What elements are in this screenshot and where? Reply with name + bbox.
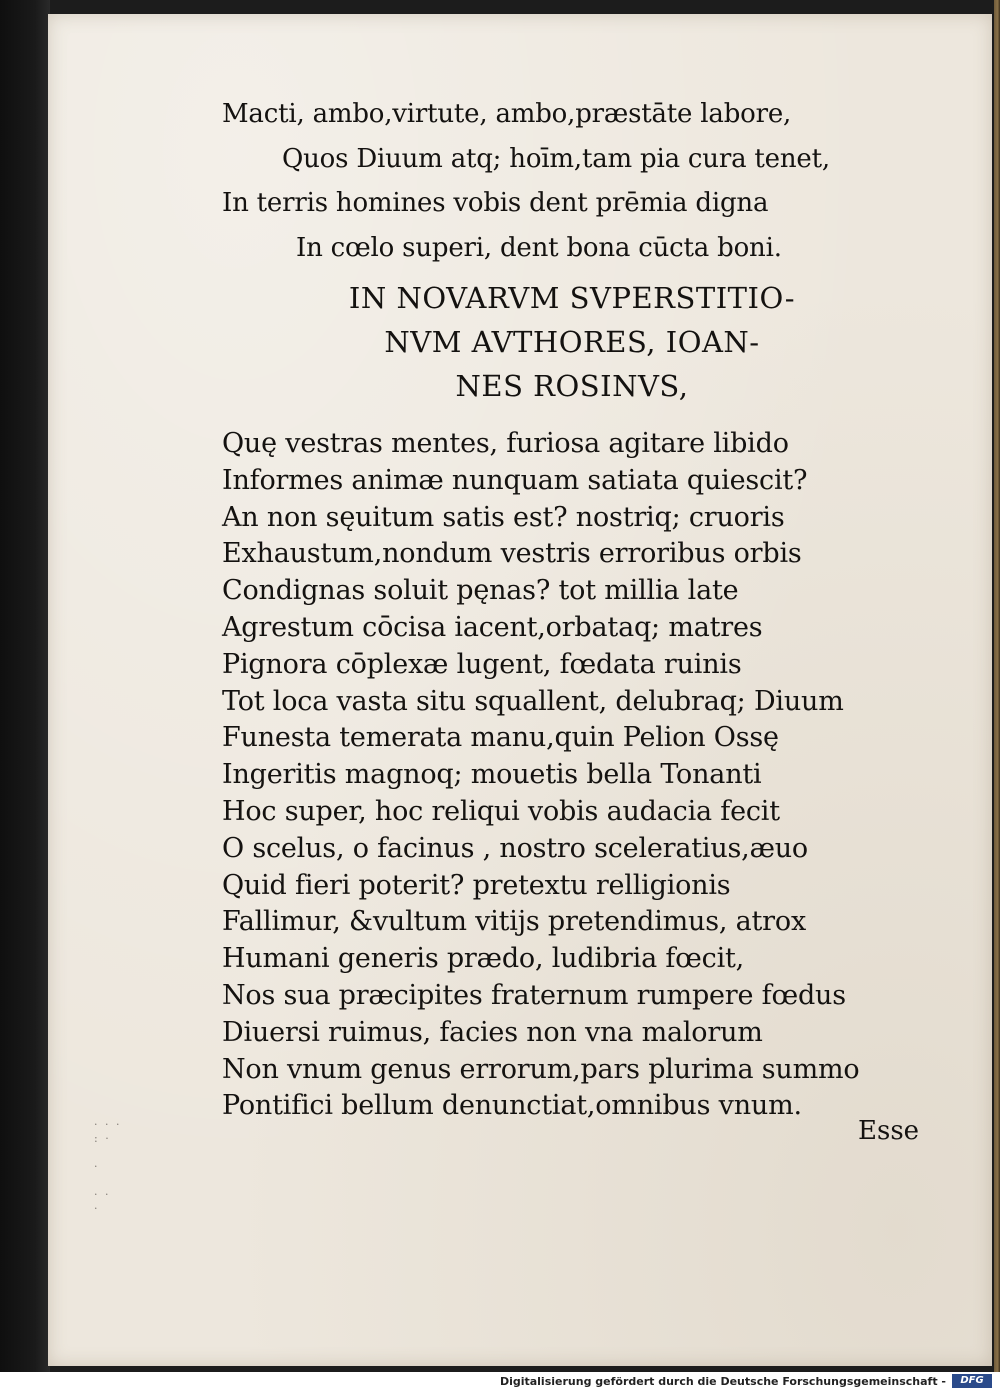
verse-line: Diuersi ruimus, facies non vna malorum	[222, 1016, 763, 1048]
poem-body	[222, 426, 902, 1125]
verse-line: Funesta temerata manu,quin Pelion Ossę	[222, 722, 779, 754]
verse-line: Exhaustum,nondum vestris erroribus orbis	[222, 538, 802, 570]
verse-line: Informes animæ nunquam satiata quiescit?	[222, 464, 808, 496]
page-edge	[994, 0, 1000, 1372]
verse-line: In terris homines vobis dent prēmia digna	[222, 188, 769, 218]
verse-line: Quos Diuum atq; hoīm,tam pia cura tenet,	[282, 143, 830, 174]
footer-credit: Digitalisierung gefördert durch die Deutsche Forschungsgemeinschaft -	[499, 1375, 946, 1388]
verse-line: Pignora cōplexæ lugent, fœdata ruinis	[222, 648, 742, 680]
verse-line: Humani generis prædo, ludibria fœcit,	[222, 943, 745, 975]
verse-line: O scelus, o facinus , nostro sceleratius,æuo	[222, 832, 808, 864]
verse-line: Hoc super, hoc reliqui vobis audacia fecit	[222, 795, 780, 827]
verse-line: An non sęuitum satis est? nostriq; cruoris	[222, 501, 785, 533]
heading-line: IN NOVARVM SVPERSTITIO-	[348, 281, 796, 315]
verse-line: Condignas soluit pęnas? tot millia late	[222, 575, 739, 607]
verse-line: Tot loca vasta situ squallent, delubraq; Diuum	[222, 685, 844, 717]
dfg-logo: DFG	[952, 1374, 992, 1388]
heading-line: NVM AVTHORES, IOAN-	[384, 325, 760, 359]
top-stanza	[222, 92, 902, 270]
verse-line: Pontifici bellum denunctiat,omnibus vnum.	[222, 1090, 802, 1122]
verse-line: Quid fieri poterit? pretextu relligionis	[222, 869, 731, 901]
poem-heading	[252, 276, 892, 408]
verse-line: Nos sua præcipites fraternum rumpere fœdus	[222, 979, 846, 1011]
verse-line: Non vnum genus errorum,pars plurima summo	[222, 1053, 860, 1085]
verse-line: Agrestum cōcisa iacent,orbataq; matres	[222, 611, 763, 643]
book-binding-edge	[0, 0, 50, 1372]
verse-line: Macti, ambo,virtute, ambo,præstāte labore,	[222, 99, 792, 129]
margin-marks: · · · : · · · · ·	[94, 1118, 122, 1215]
verse-line: Quę vestras mentes, furiosa agitare libido	[222, 428, 789, 459]
digitization-footer	[0, 1372, 1000, 1392]
verse-line: Fallimur, &vultum vitijs pretendimus, atrox	[222, 906, 806, 938]
verse-line: In cœlo superi, dent bona cūcta boni.	[296, 232, 782, 263]
verse-line: Ingeritis magnoq; mouetis bella Tonanti	[222, 759, 762, 791]
heading-line: NES ROSINVS,	[455, 369, 689, 403]
page-text	[222, 92, 902, 1125]
catchword: Esse	[858, 1116, 920, 1146]
